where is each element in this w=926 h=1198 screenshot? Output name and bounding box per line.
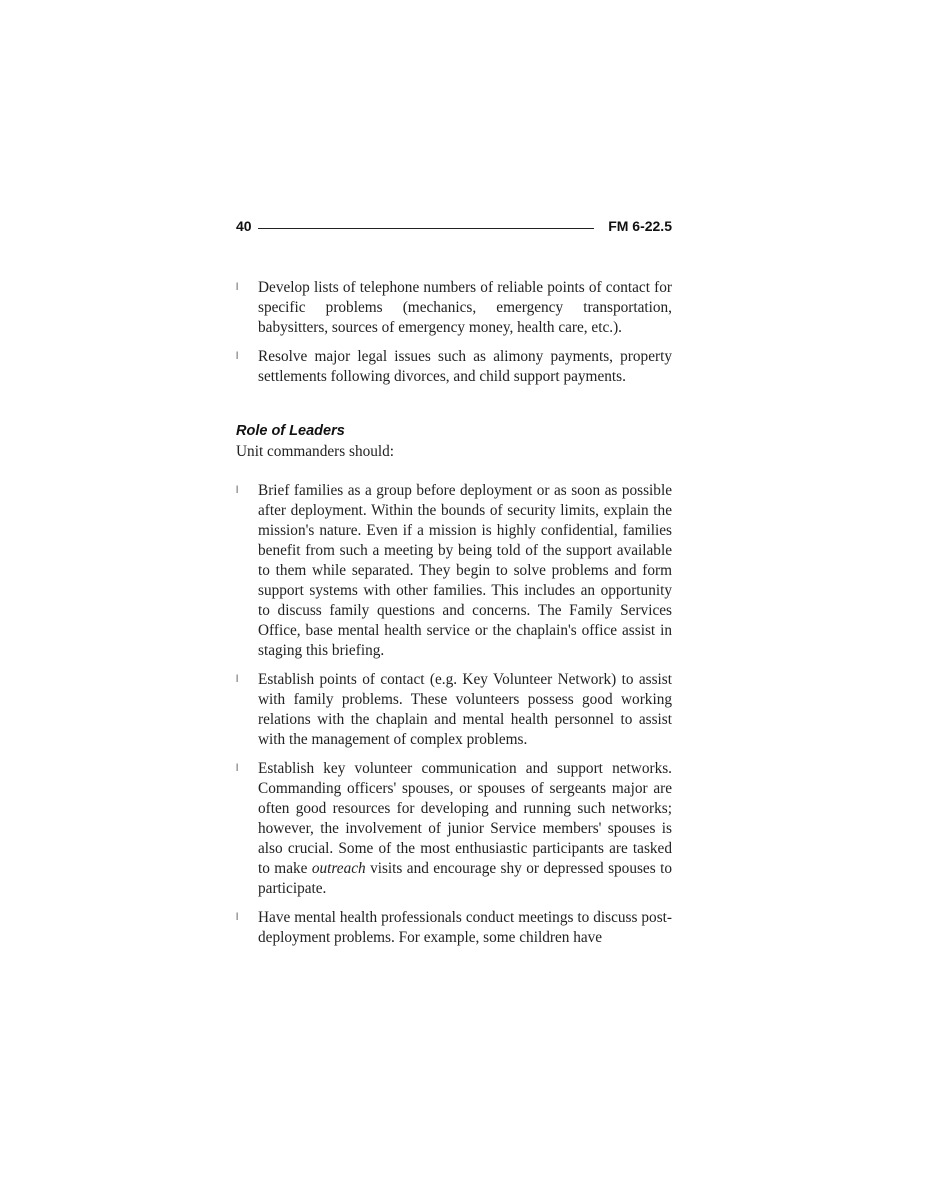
list-item (236, 481, 672, 661)
bullet-list-1 (236, 278, 672, 396)
emphasized-word: outreach (311, 860, 366, 877)
list-item-text (258, 759, 672, 899)
bullet-icon: l (236, 674, 239, 685)
bullet-icon: l (236, 485, 239, 496)
list-item (236, 670, 672, 750)
list-item (236, 759, 672, 899)
list-item (236, 278, 672, 338)
list-item (236, 347, 672, 387)
list-item-text-part: Establish key volunteer communication and support networks. Commanding officers' spouses, or spouses of sergeants major are often good resources for developing and running such networks; however, the involvement of junior Service members' spouses is also crucial. Some of the most enthusiastic participants are tasked to make (258, 760, 672, 877)
bullet-icon: l (236, 282, 239, 293)
list-item-text-part: visits and encourage shy or depressed spouses to participate. (258, 860, 672, 897)
list-item-text: Have mental health professionals conduct meetings to discuss post-deployment problems. For example, some children have (258, 909, 672, 946)
bullet-icon: l (236, 763, 239, 774)
list-item-text: Brief families as a group before deployment or as soon as possible after deployment. Within the bounds of security limits, explain the mission's nature. Even if a mission is highly confidential, families benefit from such a meeting by being told of the support available to them while separated. They begin to solve problems and form support systems with other families. This includes an opportunity to discuss family questions and concerns. The Family Services Office, base mental health service or the chaplain's office assist in staging this briefing. (258, 482, 672, 659)
bullet-list-2 (236, 481, 672, 957)
bullet-icon: l (236, 912, 239, 923)
header-rule (258, 228, 594, 229)
list-item-text: Resolve major legal issues such as alimony payments, property settlements following divorces, and child support payments. (258, 348, 672, 385)
page-header (236, 218, 672, 238)
list-item-text: Develop lists of telephone numbers of reliable points of contact for specific problems (mechanics, emergency transportation, babysitters, sources of emergency money, health care, etc.). (258, 279, 672, 336)
list-item (236, 908, 672, 948)
document-id: FM 6-22.5 (608, 218, 672, 234)
list-item-text: Establish points of contact (e.g. Key Volunteer Network) to assist with family problems. These volunteers possess good working relations with the chaplain and mental health personnel to assist with the management of complex problems. (258, 671, 672, 748)
section-heading: Role of Leaders (236, 423, 345, 439)
bullet-icon: l (236, 351, 239, 362)
section-intro: Unit commanders should: (236, 443, 395, 460)
page-number: 40 (236, 218, 252, 234)
